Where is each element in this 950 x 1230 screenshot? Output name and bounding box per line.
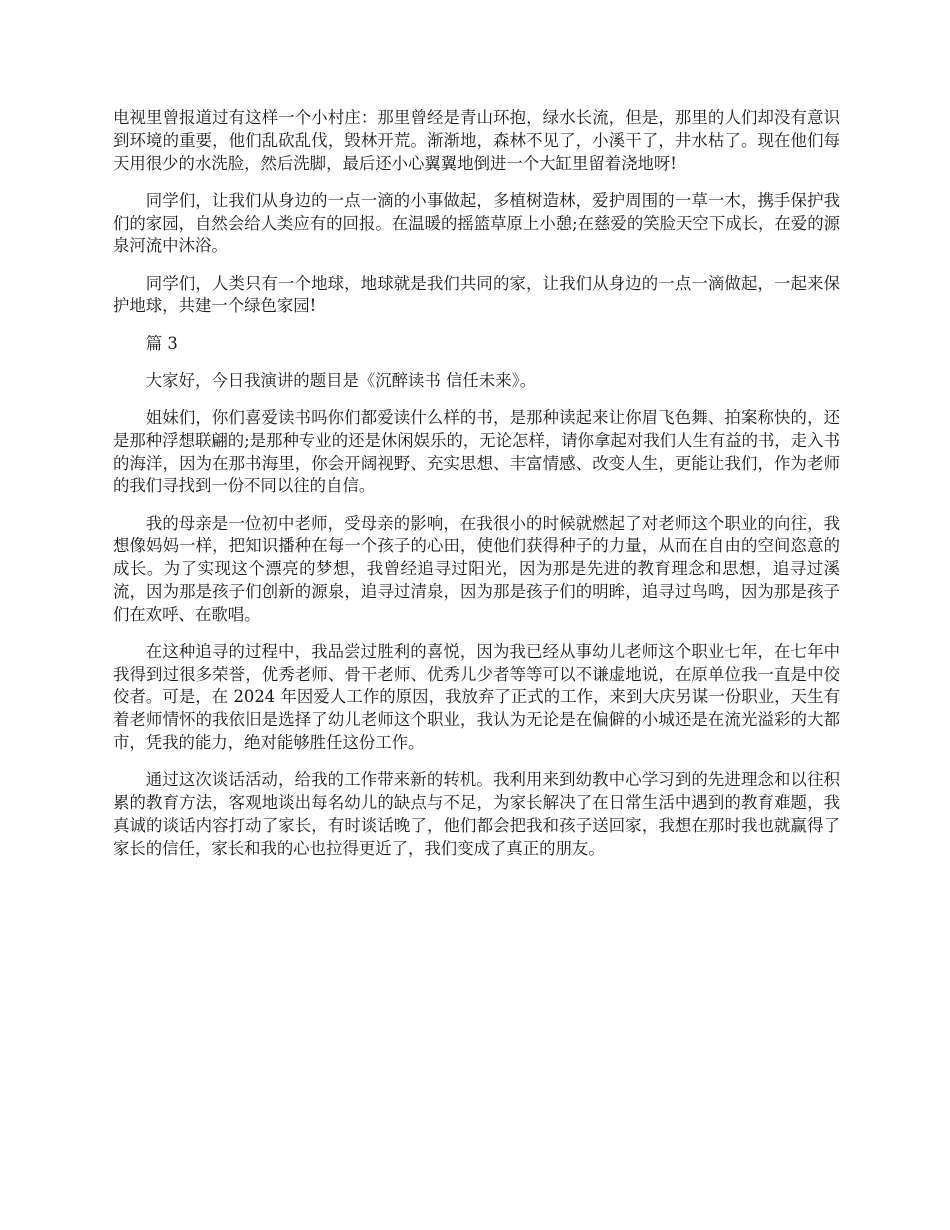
document-body xyxy=(113,107,840,875)
paragraph-one-earth: 同学们，人类只有一个地球，地球就是我们共同的家，让我们从身边的一点一滴做起，一起来保护地球，共建一个绿色家园! xyxy=(113,273,840,316)
paragraph-village-story: 电视里曾报道过有这样一个小村庄：那里曾经是青山环抱，绿水长流，但是，那里的人们却没有意识到环境的重要，他们乱砍乱伐，毁林开荒。渐渐地，森林不见了，小溪干了，井水枯了。现在他们每天用很少的水洗脸，然后洗脚，最后还小心翼翼地倒进一个大缸里留着浇地呀! xyxy=(113,108,840,173)
section-heading: 篇 3 xyxy=(145,333,178,353)
paragraph-career: 在这种追寻的过程中，我品尝过胜利的喜悦，因为我已经从事幼儿老师这个职业七年，在七年中我得到过很多荣誉，优秀老师、骨干老师、优秀儿少者等等可以不谦虚地说，在原单位我一直是中佼佼者。可是，在 2024 年因爱人工作的原因，我放弃了正式的工作，来到大庆另谋一份职业，天生有着老师情怀的我依旧是选择了幼儿老师这个职业，我认为无论是在偏僻的小城还是在流光溢彩的大都市，凭我的能力，绝对能够胜任这份工作。 xyxy=(113,641,840,753)
paragraph-mother-teacher: 我的母亲是一位初中老师，受母亲的影响，在我很小的时候就燃起了对老师这个职业的向往，我想像妈妈一样，把知识播种在每一个孩子的心田，使他们获得种子的力量，从而在自由的空间恣意的成长。为了实现这个漂亮的梦想，我曾经追寻过阳光，因为那是先进的教育理念和思想，追寻过溪流，因为那是孩子们创新的源泉，追寻过清泉，因为那是孩子们的明眸，追寻过鸟鸣，因为那是孩子们在欢呼、在歌唱。 xyxy=(113,513,840,624)
paragraph-protect-home: 同学们，让我们从身边的一点一滴的小事做起，多植树造林，爱护周围的一草一木，携手保护我们的家园，自然会给人类应有的回报。在温暖的摇篮草原上小憩;在慈爱的笑脸天空下成长，在爱的源泉河流中沐浴。 xyxy=(113,190,840,256)
paragraph-conversation: 通过这次谈话活动，给我的工作带来新的转机。我利用来到幼教中心学习到的先进理念和以往积累的教育方法，客观地谈出每名幼儿的缺点与不足，为家长解决了在日常生活中遇到的教育难题，我真诚的谈话内容打动了家长，有时谈话晚了，他们都会把我和孩子送回家，我想在那时我也就赢得了家长的信任，家长和我的心也拉得更近了，我们变成了真正的朋友。 xyxy=(113,770,840,858)
paragraph-reading: 姐妹们，你们喜爱读书吗你们都爱读什么样的书，是那种读起来让你眉飞色舞、拍案称快的，还是那种浮想联翩的;是那种专业的还是休闲娱乐的，无论怎样，请你拿起对我们人生有益的书，走入书的海洋，因为在那书海里，你会开阔视野、充实思想、丰富情感、改变人生，更能让我们，作为老师的我们寻找到一份不同以往的自信。 xyxy=(113,407,840,496)
paragraph-speech-title: 大家好，今日我演讲的题目是《沉醉读书 信任未来》。 xyxy=(145,370,537,390)
